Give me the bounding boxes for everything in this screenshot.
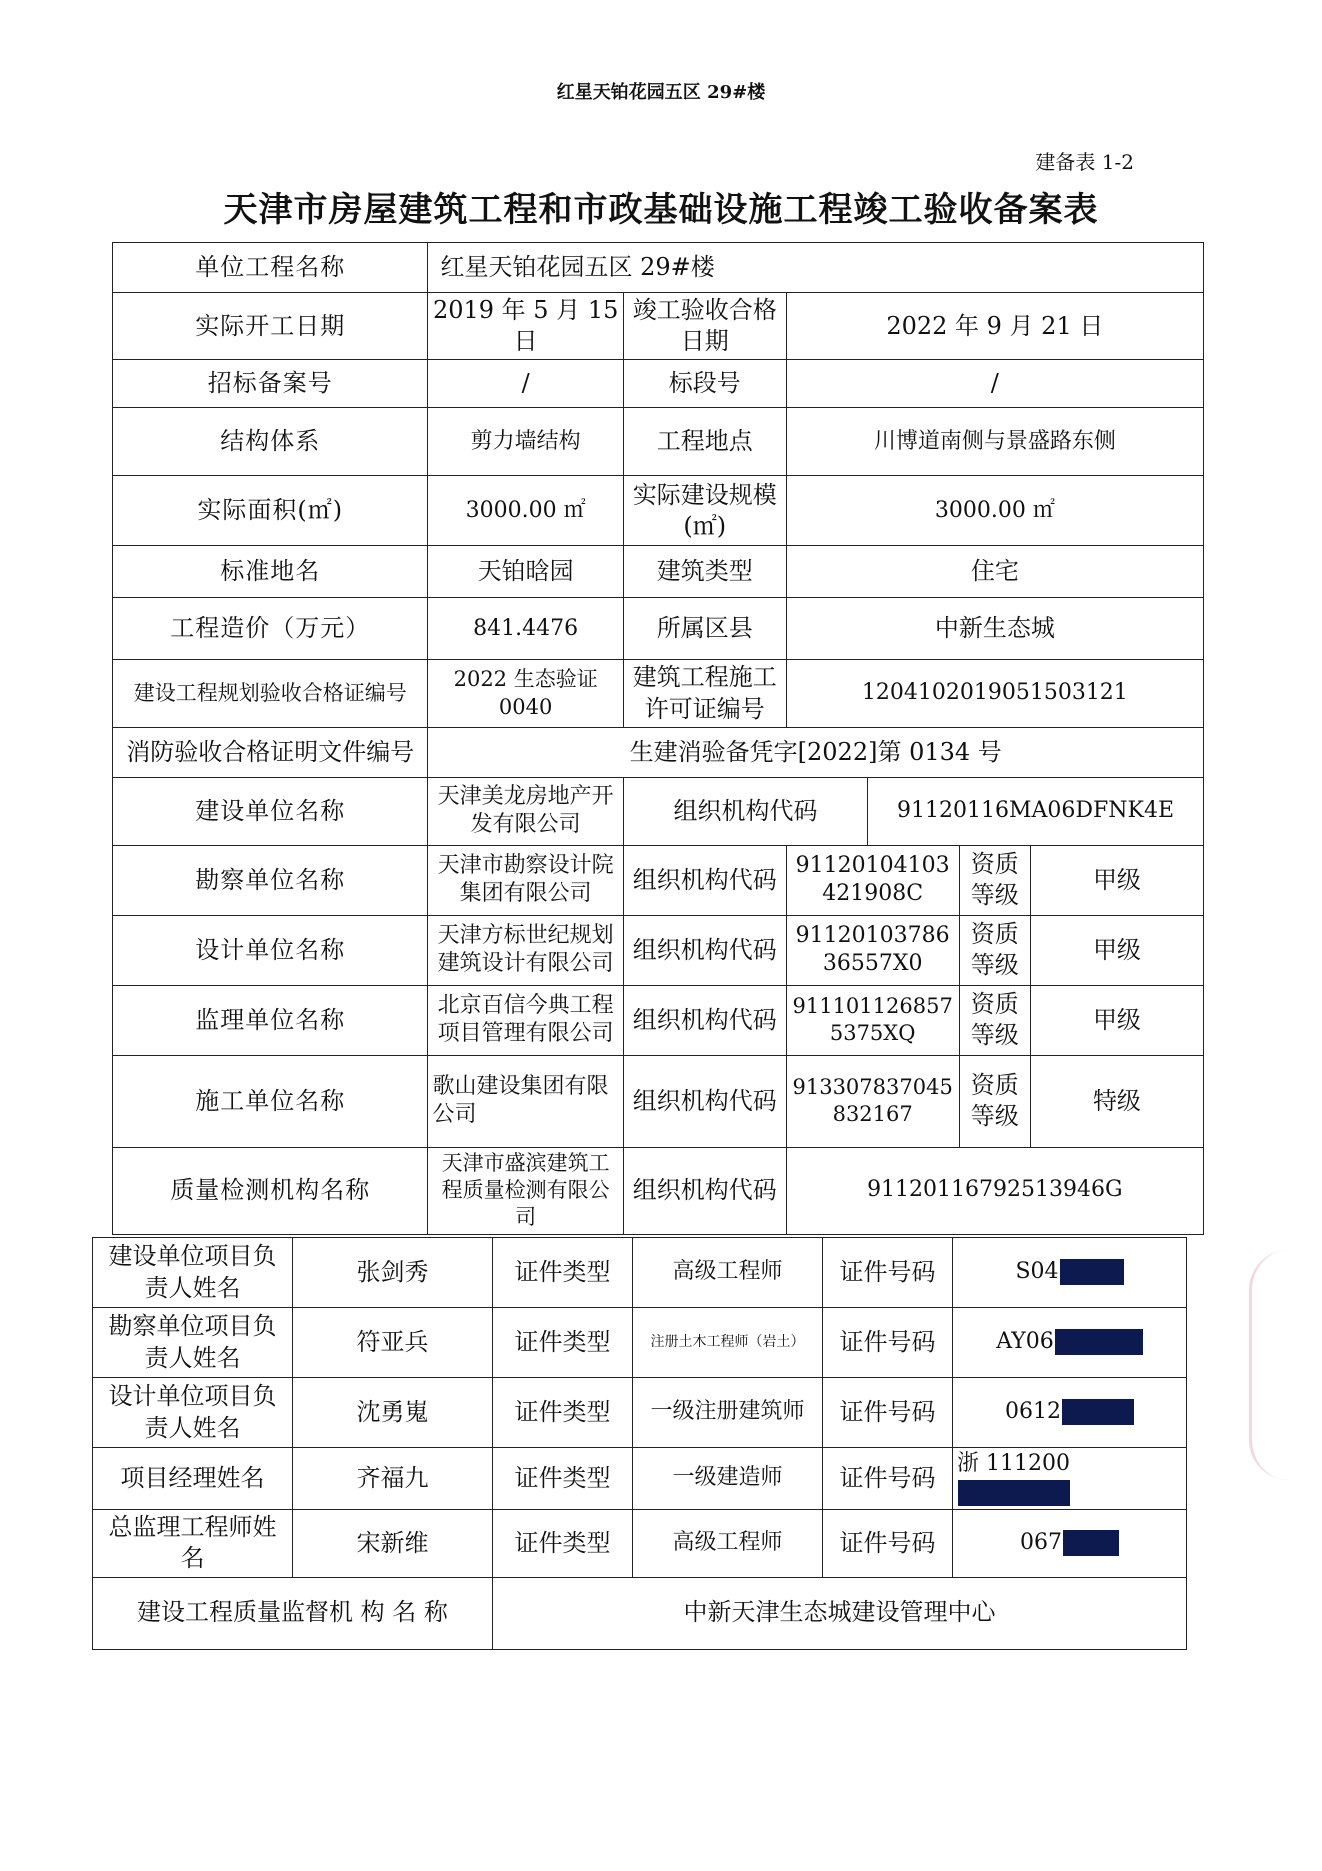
- person-role: 设计单位项目负责人姓名: [93, 1378, 293, 1448]
- district-label: 所属区县: [623, 598, 786, 660]
- person-name: 齐福九: [293, 1448, 493, 1510]
- redaction-bar: [1063, 1530, 1119, 1556]
- survey-code-label: 组织机构代码: [623, 845, 786, 915]
- cert-type-label: 证件类型: [493, 1378, 633, 1448]
- fire-value: 生建消验备凭字[2022]第 0134 号: [428, 727, 1204, 777]
- person-role: 建设单位项目负责人姓名: [93, 1238, 293, 1308]
- cert-no-cell: [953, 1378, 1187, 1448]
- cert-no-cell: [953, 1510, 1187, 1577]
- permit-value: 120410201905150312​1: [786, 660, 1203, 727]
- planning-cert-value: 2022 生态验证 0040: [428, 660, 623, 727]
- contractor-qual-value: 特级: [1030, 1055, 1203, 1147]
- cert-type-value: 高级工程师: [633, 1238, 823, 1308]
- place-name-value: 天铂晗园: [428, 546, 623, 598]
- person-name: 宋新维: [293, 1510, 493, 1577]
- survey-qual-label: 资质等级: [959, 845, 1030, 915]
- redaction-bar: [1055, 1329, 1143, 1355]
- project-name-value: 红星天铂花园五区 29#楼: [428, 243, 1204, 293]
- cert-no-value: 浙 111200: [957, 1451, 1070, 1476]
- location-label: 工程地点: [623, 408, 786, 476]
- testing-value: 天津市盛滨建筑工程质量检测有限公司: [428, 1147, 623, 1234]
- redaction-bar: [958, 1480, 1070, 1506]
- form-number: 建备表 1-2: [1035, 150, 1134, 174]
- person-row: [93, 1510, 1187, 1577]
- survey-code-value: 91120104103421908C: [786, 845, 959, 915]
- fire-label: 消防验收合格证明文件编号: [113, 727, 428, 777]
- design-value: 天津方标世纪规划建筑设计有限公司: [428, 915, 623, 985]
- cert-no-value: AY06: [996, 1329, 1054, 1355]
- cert-type-label: 证件类型: [493, 1510, 633, 1577]
- person-role: 勘察单位项目负责人姓名: [93, 1308, 293, 1378]
- quality-org-label: 建设工程质量监督机 构 名 称: [93, 1577, 493, 1649]
- scale-label: 实际建设规模(㎡): [623, 476, 786, 546]
- cert-no-label: 证件号码: [823, 1308, 953, 1378]
- quality-org-value: 中新天津生态城建设管理中心: [493, 1577, 1187, 1649]
- acceptance-date-label: 竣工验收合格日期: [623, 293, 786, 360]
- person-role: 总监理工程师姓名: [93, 1510, 293, 1577]
- person-name: 沈勇嵬: [293, 1378, 493, 1448]
- redaction-bar: [1060, 1259, 1124, 1285]
- testing-label: 质量检测机构名称: [113, 1147, 428, 1234]
- personnel-table: [92, 1237, 1187, 1650]
- testing-code-value: 91120116792513946G: [786, 1147, 1203, 1234]
- cost-label: 工程造价（万元）: [113, 598, 428, 660]
- cert-type-value: 一级注册建筑师: [633, 1378, 823, 1448]
- cert-no-label: 证件号码: [823, 1378, 953, 1448]
- supervisor-qual-value: 甲级: [1030, 985, 1203, 1055]
- cert-type-label: 证件类型: [493, 1448, 633, 1510]
- cert-no-cell: [953, 1308, 1187, 1378]
- cert-no-value: S04: [1015, 1259, 1059, 1285]
- person-name: 张剑秀: [293, 1238, 493, 1308]
- person-role: 项目经理姓名: [93, 1448, 293, 1510]
- contractor-code-value: 913307837045832167: [786, 1055, 959, 1147]
- document-header: 红星天铂花园五区 29#楼: [556, 82, 766, 103]
- design-qual-value: 甲级: [1030, 915, 1203, 985]
- building-type-label: 建筑类型: [623, 546, 786, 598]
- bid-no-value: /: [428, 360, 623, 408]
- permit-label: 建筑工程施工许可证编号: [623, 660, 786, 727]
- survey-value: 天津市勘察设计院集团有限公司: [428, 845, 623, 915]
- area-label: 实际面积(㎡): [113, 476, 428, 546]
- cert-type-value: 高级工程师: [633, 1510, 823, 1577]
- cert-type-label: 证件类型: [493, 1308, 633, 1378]
- person-name: 符亚兵: [293, 1308, 493, 1378]
- cert-no-cell: [953, 1238, 1187, 1308]
- person-row: [93, 1378, 1187, 1448]
- design-code-value: 9112010378636557X0: [786, 915, 959, 985]
- structure-label: 结构体系: [113, 408, 428, 476]
- contractor-code-label: 组织机构代码: [623, 1055, 786, 1147]
- contractor-value: 歌山建设集团有限公司: [428, 1055, 623, 1147]
- cert-no-value: 067: [1020, 1530, 1062, 1556]
- cert-no-value: 0612: [1005, 1399, 1061, 1425]
- supervisor-qual-label: 资质等级: [959, 985, 1030, 1055]
- supervisor-value: 北京百信今典工程项目管理有限公司: [428, 985, 623, 1055]
- owner-label: 建设单位名称: [113, 777, 428, 845]
- start-date-value: 2019 年 5 月 15 日: [428, 293, 623, 360]
- section-label: 标段号: [623, 360, 786, 408]
- design-code-label: 组织机构代码: [623, 915, 786, 985]
- start-date-label: 实际开工日期: [113, 293, 428, 360]
- testing-code-label: 组织机构代码: [623, 1147, 786, 1234]
- survey-qual-value: 甲级: [1030, 845, 1203, 915]
- owner-value: 天津美龙房地产开发有限公司: [428, 777, 623, 845]
- area-value: 3000.00 ㎡: [428, 476, 623, 546]
- cert-type-label: 证件类型: [493, 1238, 633, 1308]
- cert-no-label: 证件号码: [823, 1510, 953, 1577]
- owner-code-label: 组织机构代码: [623, 777, 867, 845]
- person-row: [93, 1308, 1187, 1378]
- section-value: /: [786, 360, 1203, 408]
- survey-label: 勘察单位名称: [113, 845, 428, 915]
- design-label: 设计单位名称: [113, 915, 428, 985]
- district-value: 中新生态城: [786, 598, 1203, 660]
- scale-value: 3000.00 ㎡: [786, 476, 1203, 546]
- supervisor-code-value: 9111011268575375XQ: [786, 985, 959, 1055]
- cert-no-label: 证件号码: [823, 1448, 953, 1510]
- project-name-label: 单位工程名称: [113, 243, 428, 293]
- owner-code-value: 91120116MA06DFNK4E: [868, 777, 1204, 845]
- contractor-qual-label: 资质等级: [959, 1055, 1030, 1147]
- planning-cert-label: 建设工程规划验收合格证编号: [113, 660, 428, 727]
- person-row: [93, 1448, 1187, 1510]
- person-row: [93, 1238, 1187, 1308]
- cost-value: 841.4476: [428, 598, 623, 660]
- building-type-value: 住宅: [786, 546, 1203, 598]
- supervisor-label: 监理单位名称: [113, 985, 428, 1055]
- redaction-bar: [1062, 1399, 1134, 1425]
- design-qual-label: 资质等级: [959, 915, 1030, 985]
- place-name-label: 标准地名: [113, 546, 428, 598]
- supervisor-code-label: 组织机构代码: [623, 985, 786, 1055]
- cert-type-value: 一级建造师: [633, 1448, 823, 1510]
- form-title: 天津市房屋建筑工程和市政基础设施工程竣工验收备案表: [223, 190, 1099, 230]
- filing-table: [112, 242, 1204, 1235]
- bid-no-label: 招标备案号: [113, 360, 428, 408]
- cert-no-cell: [953, 1448, 1187, 1510]
- cert-type-value: 注册土木工程师（岩土）: [633, 1308, 823, 1378]
- location-value: 川博道南侧与景盛路东侧: [786, 408, 1203, 476]
- cert-no-label: 证件号码: [823, 1238, 953, 1308]
- contractor-label: 施工单位名称: [113, 1055, 428, 1147]
- acceptance-date-value: 2022 年 9 月 21 日: [786, 293, 1203, 360]
- seal-stamp-fragment: [1249, 1250, 1322, 1480]
- structure-value: 剪力墙结构: [428, 408, 623, 476]
